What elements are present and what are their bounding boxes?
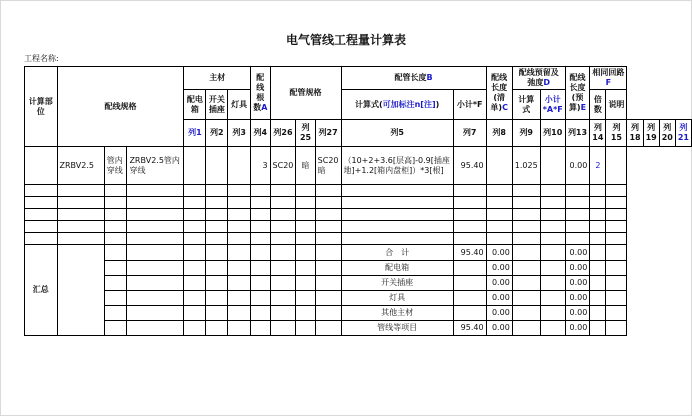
col-label: 列4 — [251, 120, 271, 147]
summary-c14: 0.00 — [486, 291, 512, 306]
table-row — [25, 233, 692, 245]
summary-c19: 0.00 — [565, 261, 590, 276]
summary-row — [25, 276, 692, 291]
header-main-material: 主材 — [184, 67, 251, 90]
cell-c19[interactable]: 0.00 — [565, 147, 590, 185]
header-calc-part: 计算部位 — [25, 67, 58, 147]
cell-calc-part[interactable] — [25, 147, 58, 185]
calculation-table — [24, 66, 692, 336]
summary-c19: 0.00 — [565, 276, 590, 291]
header-note: 说明 — [606, 90, 627, 120]
table-row — [25, 197, 692, 209]
summary-name: 管线等项目 — [341, 321, 453, 336]
cell-c5[interactable]: 3 — [251, 147, 271, 185]
summary-c13 — [453, 261, 486, 276]
summary-c14: 0.00 — [486, 245, 512, 261]
col-label: 列2 — [206, 120, 228, 147]
cell-c18[interactable] — [540, 147, 565, 185]
cell-c21[interactable] — [606, 147, 627, 185]
col-label: 列3 — [228, 120, 251, 147]
summary-c19: 0.00 — [565, 245, 590, 261]
cell-c14[interactable] — [486, 147, 512, 185]
summary-name: 其他主材 — [341, 306, 453, 321]
header-wire-length-bill: 配线长度(清单)C — [486, 67, 512, 120]
col-label: 列27 — [315, 120, 341, 147]
header-subtotal-af: 小计*A*F — [540, 90, 565, 120]
cell-c27[interactable] — [228, 147, 251, 185]
summary-row — [25, 321, 692, 336]
header-lamp: 灯具 — [228, 90, 251, 120]
col-label: 列26 — [270, 120, 296, 147]
col-label: 列9 — [512, 120, 540, 147]
cell-c4[interactable]: ZRBV2.5管内穿线 — [127, 147, 184, 185]
summary-c14: 0.00 — [486, 306, 512, 321]
summary-c13: 95.40 — [453, 245, 486, 261]
cell-c25[interactable] — [206, 147, 228, 185]
col-label: 列14 — [590, 120, 606, 147]
cell-c20[interactable]: 2 — [590, 147, 606, 185]
header-pipe-length: 配管长度B — [341, 67, 486, 90]
header-formula: 计算式(可加标注n[注]) — [341, 90, 453, 120]
project-name-label: 工程名称: — [24, 54, 59, 63]
cell-c26[interactable] — [184, 147, 206, 185]
col-label: 列20 — [659, 120, 675, 147]
page-title: 电气管线工程量计算表 — [285, 33, 406, 47]
header-reserve: 配线预留及弛度D — [512, 67, 565, 90]
summary-c19: 0.00 — [565, 291, 590, 306]
header-same-loop: 相同回路F — [590, 67, 627, 90]
col-label: 列19 — [643, 120, 659, 147]
summary-name: 开关插座 — [341, 276, 453, 291]
summary-c13 — [453, 306, 486, 321]
summary-row — [25, 245, 692, 261]
summary-row — [25, 291, 692, 306]
cell-c3[interactable]: 管内穿线 — [104, 147, 127, 185]
table-row — [25, 147, 692, 185]
col-label: 列1 — [184, 120, 206, 147]
col-label: 列25 — [296, 120, 315, 147]
header-pipe-spec: 配管规格 — [270, 67, 341, 120]
summary-name: 合 计 — [341, 245, 453, 261]
summary-c19: 0.00 — [565, 306, 590, 321]
summary-c13: 95.40 — [453, 321, 486, 336]
header-dist-box: 配电箱 — [184, 90, 206, 120]
header-formula-short: 计算式 — [512, 90, 540, 120]
col-label: 列21 — [675, 120, 691, 147]
summary-c13 — [453, 276, 486, 291]
header-subtotal: 小计*F — [453, 90, 486, 120]
summary-name: 灯具 — [341, 291, 453, 306]
cell-c10[interactable]: （10+2+3.6[层高]-0.9[插座地]+1.2[箱内盘柜]）*3[根] — [341, 147, 453, 185]
cell-c8[interactable]: 暗 — [296, 147, 315, 185]
col-label: 列18 — [627, 120, 643, 147]
cell-c13[interactable]: 95.40 — [453, 147, 486, 185]
summary-c19: 0.00 — [565, 321, 590, 336]
table-row — [25, 209, 692, 221]
summary-c13 — [453, 291, 486, 306]
cell-c15[interactable]: 1.025 — [512, 147, 540, 185]
col-label: 列5 — [341, 120, 453, 147]
summary-c14: 0.00 — [486, 321, 512, 336]
summary-row — [25, 306, 692, 321]
cell-c2[interactable]: ZRBV2.5 — [57, 147, 104, 185]
summary-c14: 0.00 — [486, 261, 512, 276]
table-row — [25, 185, 692, 197]
col-label: 列13 — [565, 120, 590, 147]
summary-row — [25, 261, 692, 276]
header-switch-socket: 开关插座 — [206, 90, 228, 120]
header-wire-length-budget: 配线长度(预算)E — [565, 67, 590, 120]
header-wire-count: 配线根数A — [251, 67, 271, 120]
table-row — [25, 221, 692, 233]
header-spec: 配线规格 — [57, 67, 184, 147]
cell-c7[interactable]: SC20 — [270, 147, 296, 185]
col-label: 列10 — [540, 120, 565, 147]
summary-name: 配电箱 — [341, 261, 453, 276]
summary-label: 汇总 — [25, 245, 58, 336]
col-label: 列15 — [606, 120, 627, 147]
header-multiple: 倍数 — [590, 90, 606, 120]
col-label: 列7 — [453, 120, 486, 147]
summary-c14: 0.00 — [486, 276, 512, 291]
col-label: 列8 — [486, 120, 512, 147]
cell-c9[interactable]: SC20暗 — [315, 147, 341, 185]
